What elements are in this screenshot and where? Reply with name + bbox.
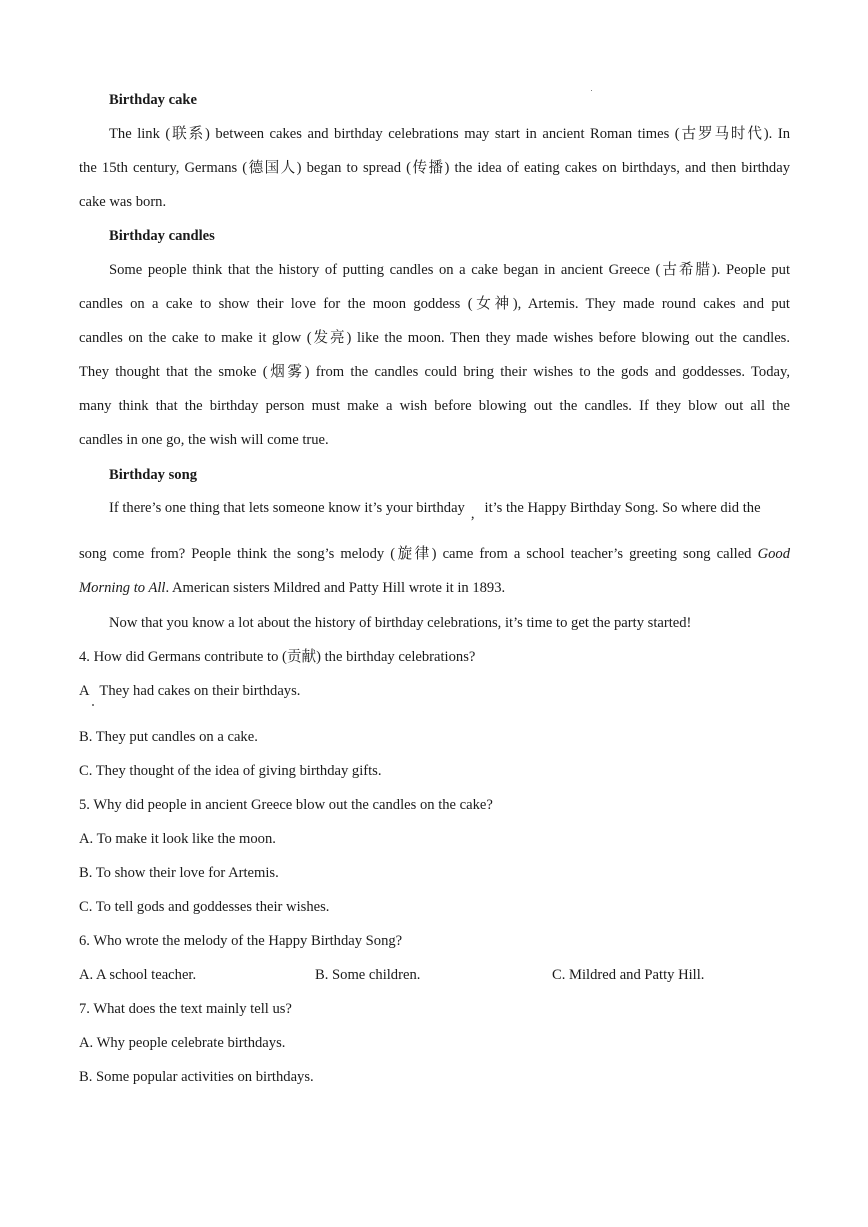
song-title-good: Good xyxy=(757,546,791,562)
question-4-option-c: C. They thought of the idea of giving birthday gifts. xyxy=(79,763,382,779)
cake-paragraph-line-2: the 15th century, Germans (德国人) began to spread (传播) the idea of eating cakes on birthdays, and then birthday xyxy=(79,160,790,176)
question-4-option-a: A They had cakes on their birthdays. xyxy=(79,683,301,699)
question-5-stem: 5. Why did people in ancient Greece blow out the candles on the cake? xyxy=(79,797,493,813)
print-speck xyxy=(92,704,94,706)
question-5-option-a: A. To make it look like the moon. xyxy=(79,831,276,847)
question-6-option-c: C. Mildred and Patty Hill. xyxy=(552,967,705,983)
song-line-2-text: song come from? People think the song’s melody (旋律) came from a school teacher’s greeting song called xyxy=(79,546,752,562)
question-4-option-b: B. They put candles on a cake. xyxy=(79,729,258,745)
song-title-morning-to-all: Morning to All xyxy=(79,580,166,596)
question-5-option-b: B. To show their love for Artemis. xyxy=(79,865,279,881)
candles-paragraph-line-2: candles on a cake to show their love for the moon goddess (女神), Artemis. They made round cakes and put xyxy=(79,296,790,312)
cake-paragraph-line-1: The link (联系) between cakes and birthday celebrations may start in ancient Roman times (古罗马时代). In xyxy=(109,126,790,142)
candles-paragraph-line-6: candles in one go, the wish will come true. xyxy=(79,432,329,448)
candles-paragraph-line-1: Some people think that the history of putting candles on a cake began in ancient Greece (古希腊). People put xyxy=(109,262,790,278)
song-paragraph-line-2 xyxy=(79,544,790,564)
question-4-stem: 4. How did Germans contribute to (贡献) the birthday celebrations? xyxy=(79,649,476,665)
question-6-option-a: A. A school teacher. xyxy=(79,967,197,983)
song-line-3-text: . American sisters Mildred and Patty Hill wrote it in 1893. xyxy=(165,580,506,596)
candles-paragraph-line-4: They thought that the smoke (烟雾) from the candles could bring their wishes to the gods and goddesses. Today, xyxy=(79,364,790,380)
candles-paragraph-line-3: candles on the cake to make it glow (发亮) like the moon. Then they made wishes before blowing out the candles. xyxy=(79,330,790,346)
closing-paragraph: Now that you know a lot about the history of birthday celebrations, it’s time to get the party started! xyxy=(109,615,692,631)
heading-birthday-cake: Birthday cake xyxy=(109,92,197,108)
song-line-1-comma: , xyxy=(470,506,475,522)
question-5-option-c: C. To tell gods and goddesses their wishes. xyxy=(79,899,330,915)
candles-paragraph-line-5: many think that the birthday person must make a wish before blowing out the candles. If they blow out all the xyxy=(79,398,790,414)
song-line-1-start: If there’s one thing that lets someone know it’s your birthday xyxy=(109,500,465,516)
question-6-option-b: B. Some children. xyxy=(315,967,421,983)
song-paragraph-line-3 xyxy=(79,578,790,598)
question-6-stem: 6. Who wrote the melody of the Happy Birthday Song? xyxy=(79,933,403,949)
question-7-option-b: B. Some popular activities on birthdays. xyxy=(79,1069,314,1085)
heading-birthday-song: Birthday song xyxy=(109,467,197,483)
heading-birthday-candles: Birthday candles xyxy=(109,228,215,244)
cake-paragraph-line-3: cake was born. xyxy=(79,194,167,210)
question-7-stem: 7. What does the text mainly tell us? xyxy=(79,1001,292,1017)
song-line-1-end: it’s the Happy Birthday Song. So where did the xyxy=(484,500,761,516)
print-speck xyxy=(591,90,592,91)
song-paragraph-line-1 xyxy=(109,498,790,522)
question-7-option-a: A. Why people celebrate birthdays. xyxy=(79,1035,286,1051)
